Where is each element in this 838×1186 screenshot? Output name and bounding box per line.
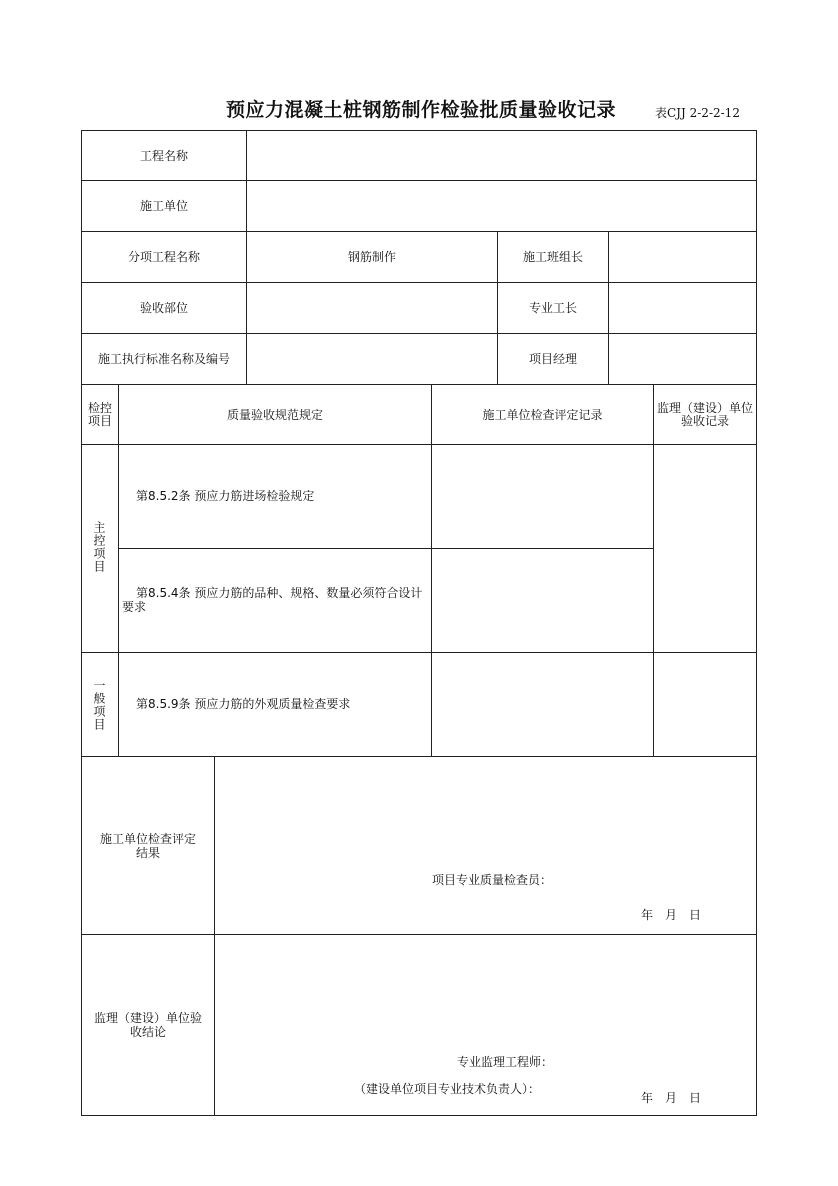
- main-item-1: 第8.5.2条 预应力筋进场检验规定: [136, 489, 315, 503]
- supervisor-date-label: 年 月 日: [641, 1091, 702, 1105]
- inspection-part-value: [247, 283, 497, 333]
- supervisor-result-label: 监理（建设）单位验收结论: [93, 1011, 202, 1039]
- standard-value: [247, 334, 497, 384]
- spec-header: 质量验收规范规定: [226, 407, 323, 422]
- manager-label: 项目经理: [528, 352, 577, 366]
- supervisor-record-header: 监理（建设）单位验收记录: [656, 400, 753, 428]
- quality-inspector-label: 项目专业质量检查员：: [432, 873, 553, 887]
- main-item-2: 第8.5.4条 预应力筋的品种、规格、数量必须符合设计要求: [122, 586, 423, 614]
- general-item-1: 第8.5.9条 预应力筋的外观质量检查要求: [136, 697, 351, 711]
- supervising-engineer-label: 专业监理工程师：: [457, 1055, 554, 1069]
- control-items-header: 检控项目: [87, 400, 112, 428]
- form-code: 表CJJ 2-2-2-12: [655, 106, 740, 120]
- team-leader-label: 施工班组长: [522, 250, 583, 264]
- main-items-group-label: 主控项目: [92, 521, 106, 573]
- general-items-group-label: 一般项目: [92, 679, 106, 731]
- contractor-date-label: 年 月 日: [641, 908, 702, 922]
- contractor-record-header: 施工单位检查评定记录: [482, 407, 603, 422]
- page-title: 预应力混凝土桩钢筋制作检验批质量验收记录: [226, 99, 617, 121]
- row-divider: [118, 548, 653, 549]
- standard-label: 施工执行标准名称及编号: [97, 352, 230, 366]
- sub-item-value: 钢筋制作: [347, 250, 396, 264]
- column-divider: [653, 384, 654, 756]
- construction-unit-label: 施工单位: [139, 199, 188, 213]
- owner-technical-lead-label: （建设单位项目专业技术负责人）：: [354, 1082, 541, 1096]
- foreman-label: 专业工长: [528, 301, 577, 315]
- inspection-part-label: 验收部位: [139, 301, 188, 315]
- contractor-result-label: 施工单位检查评定结果: [100, 831, 197, 860]
- manager-value: [609, 334, 757, 384]
- row-divider: [81, 444, 757, 445]
- row-divider: [81, 652, 757, 653]
- foreman-value: [609, 283, 757, 333]
- sub-item-label: 分项工程名称: [127, 250, 200, 264]
- project-name-label: 工程名称: [139, 148, 188, 163]
- column-divider: [214, 756, 215, 1116]
- team-leader-value: [609, 232, 757, 282]
